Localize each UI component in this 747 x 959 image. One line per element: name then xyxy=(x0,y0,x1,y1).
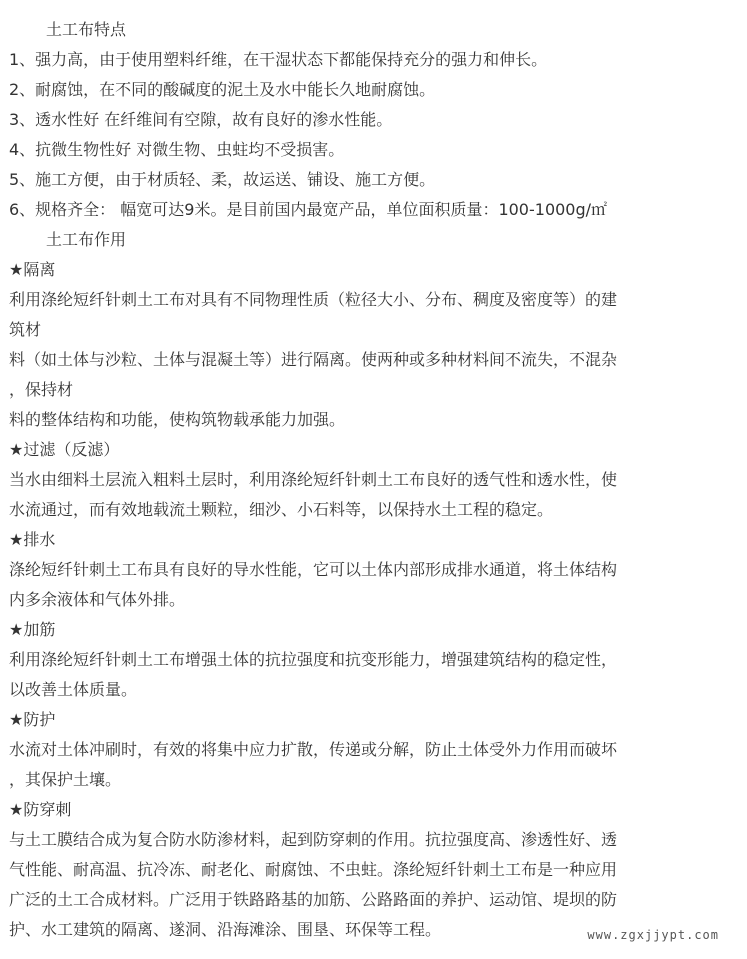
protection-title: ★防护 xyxy=(9,710,56,729)
watermark-url: www.zgxjjypt.com xyxy=(587,928,719,942)
filtration-line: 当水由细料土层流入粗料土层时，利用涤纶短纤针刺土工布良好的透气性和透水性，使 xyxy=(9,470,618,489)
puncture-line: 气性能、耐高温、抗冷冻、耐老化、耐腐蚀、不虫蛀。涤纶短纤针刺土工布是一种应用 xyxy=(9,860,618,879)
drainage-title: ★排水 xyxy=(9,530,56,549)
feature-item-2: 2、耐腐蚀，在不同的酸碱度的泥土及水中能长久地耐腐蚀。 xyxy=(9,80,436,99)
feature-item-4: 4、抗微生物性好 对微生物、虫蛀均不受损害。 xyxy=(9,140,345,159)
feature-item-5: 5、施工方便，由于材质轻、柔，故运送、铺设、施工方便。 xyxy=(9,170,436,189)
filtration-line: 水流通过，而有效地载流土颗粒，细沙、小石料等，以保持水土工程的稳定。 xyxy=(9,500,554,519)
puncture-line: 与土工膜结合成为复合防水防渗材料，起到防穿刺的作用。抗拉强度高、渗透性好、透 xyxy=(9,830,618,849)
filtration-title: ★过滤（反滤） xyxy=(9,440,120,459)
puncture-line: 广泛的土工合成材料。广泛用于铁路路基的加筋、公路路面的养护、运动馆、堤坝的防 xyxy=(9,890,618,909)
puncture-title: ★防穿刺 xyxy=(9,800,72,819)
section-heading-features: 土工布特点 xyxy=(46,20,127,39)
isolation-line: 料（如土体与沙粒、土体与混凝土等）进行隔离。使两种或多种材料间不流失，不混杂 xyxy=(9,350,618,369)
isolation-line: 料的整体结构和功能，使构筑物载承能力加强。 xyxy=(9,410,346,429)
isolation-line: ，保持材 xyxy=(9,380,74,399)
section-heading-functions: 土工布作用 xyxy=(46,230,127,249)
puncture-line: 护、水工建筑的隔离、遂洞、沿海滩涂、围垦、环保等工程。 xyxy=(9,920,442,939)
feature-item-6: 6、规格齐全： 幅宽可达9米。是目前国内最宽产品，单位面积质量：100-1000g/㎡ xyxy=(9,200,608,219)
feature-item-1: 1、强力高，由于使用塑料纤维，在干湿状态下都能保持充分的强力和伸长。 xyxy=(9,50,548,69)
drainage-line: 涤纶短纤针刺土工布具有良好的导水性能，它可以土体内部形成排水通道，将土体结构 xyxy=(9,560,618,579)
reinforcement-title: ★加筋 xyxy=(9,620,56,639)
feature-item-3: 3、透水性好 在纤维间有空隙，故有良好的渗水性能。 xyxy=(9,110,393,129)
isolation-line: 筑材 xyxy=(9,320,42,339)
isolation-title: ★隔离 xyxy=(9,260,56,279)
protection-line: ，其保护土壤。 xyxy=(9,770,122,789)
reinforcement-line: 以改善土体质量。 xyxy=(9,680,138,699)
protection-line: 水流对土体冲刷时，有效的将集中应力扩散，传递或分解，防止土体受外力作用而破坏 xyxy=(9,740,618,759)
drainage-line: 内多余液体和气体外排。 xyxy=(9,590,186,609)
reinforcement-line: 利用涤纶短纤针刺土工布增强土体的抗拉强度和抗变形能力，增强建筑结构的稳定性， xyxy=(9,650,618,669)
isolation-line: 利用涤纶短纤针刺土工布对具有不同物理性质（粒径大小、分布、稠度及密度等）的建 xyxy=(9,290,618,309)
